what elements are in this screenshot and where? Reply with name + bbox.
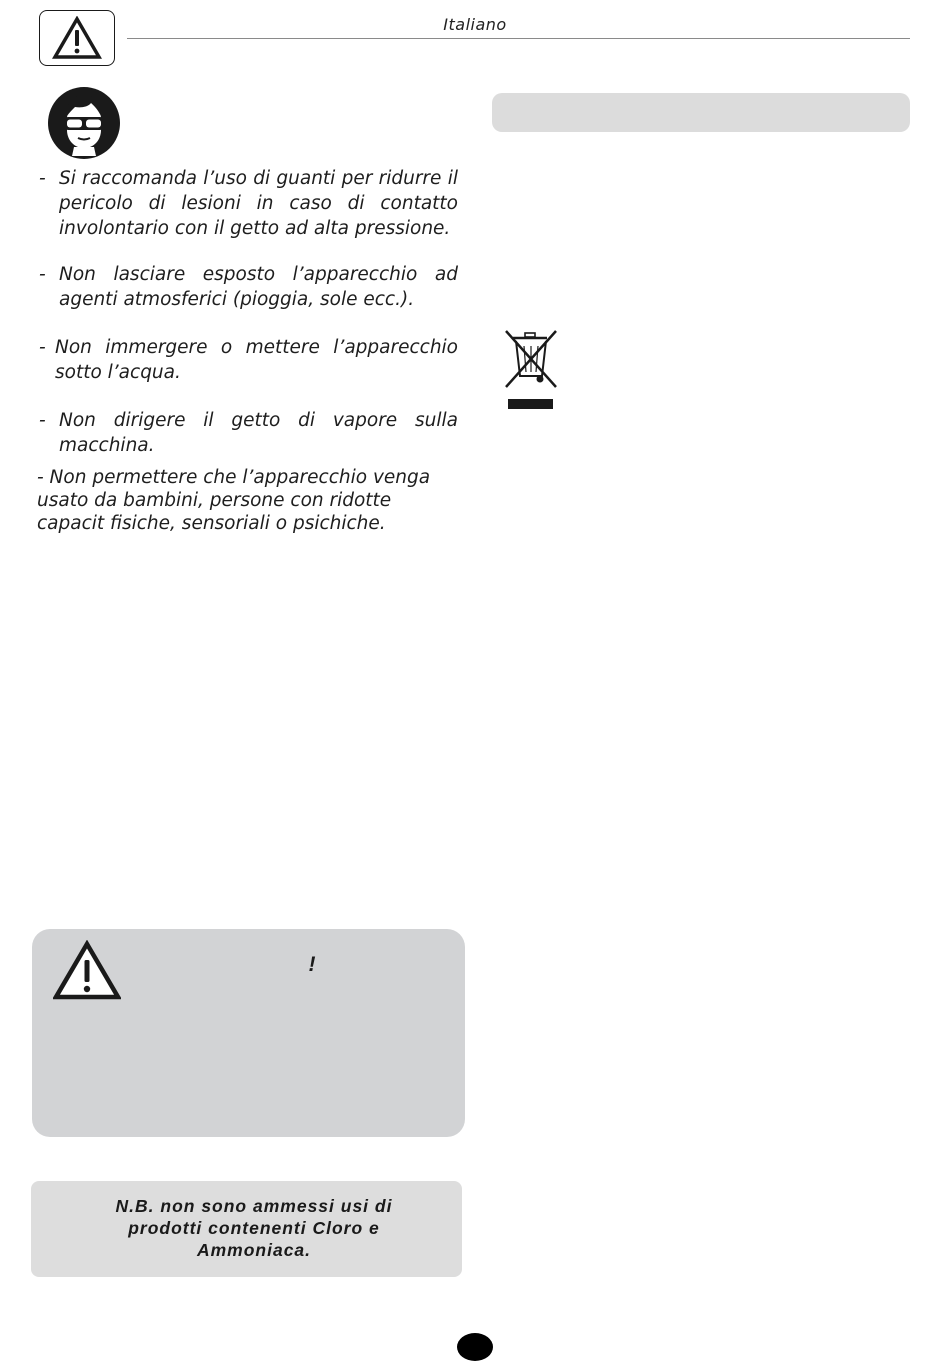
page-number-marker bbox=[457, 1333, 493, 1361]
warning-triangle-icon bbox=[53, 940, 121, 1000]
warning-triangle-icon bbox=[52, 16, 102, 60]
list-dash: - bbox=[39, 410, 46, 431]
warning-text: Non dirigere il getto di vapore sulla macchina. bbox=[59, 410, 458, 456]
warning-text: Si raccomanda l’uso di guanti per ridurre il pericolo di lesioni in caso di contatto involontario con il getto ad alta pressione. bbox=[59, 168, 458, 239]
section-heading-bar bbox=[492, 93, 910, 132]
warning-item bbox=[39, 335, 458, 385]
warning-item bbox=[37, 466, 458, 535]
header-warning-badge bbox=[39, 10, 115, 66]
header-divider bbox=[127, 38, 910, 39]
safety-goggles-icon bbox=[47, 86, 121, 160]
warning-text: Non immergere o mettere l’apparecchio sotto l’acqua. bbox=[55, 337, 458, 383]
list-dash: - bbox=[39, 168, 46, 189]
warning-item bbox=[39, 408, 458, 458]
crossed-out-wheeled-bin-icon bbox=[503, 328, 559, 412]
warning-text: - Non permettere che l’apparecchio venga usato da bambini, persone con ridotte capacit fisiche, sensoriali o psichiche. bbox=[37, 467, 431, 534]
warning-item bbox=[39, 262, 458, 312]
note-text: N.B. non sono ammessi usi di prodotti contenenti Cloro e Ammoniaca. bbox=[115, 1196, 393, 1260]
header-language: Italiano bbox=[443, 15, 507, 34]
warning-exclamation: ! bbox=[308, 953, 316, 976]
list-dash: - bbox=[39, 264, 46, 285]
list-dash: - bbox=[39, 337, 46, 358]
warning-text: Non lasciare esposto l’apparecchio ad agenti atmosferici (pioggia, sole ecc.). bbox=[59, 264, 458, 310]
warning-item bbox=[39, 166, 458, 241]
